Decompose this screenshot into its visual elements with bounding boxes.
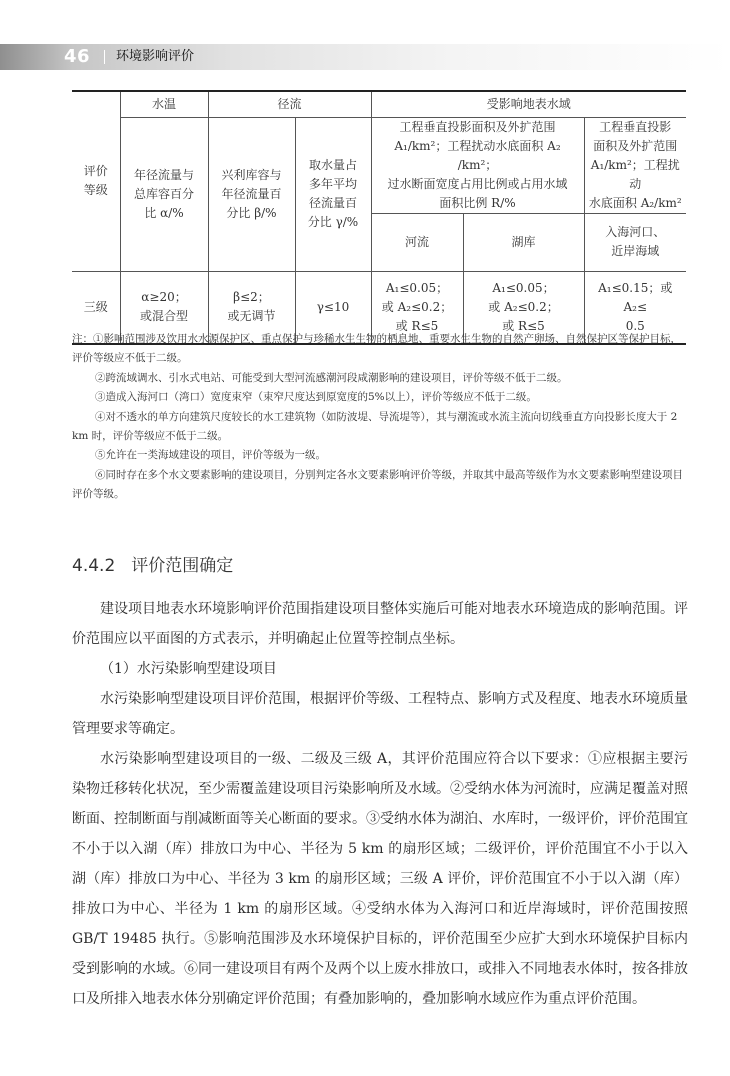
cell-lake: A₁≤0.05； 或 A₂≤0.2； 或 R≤5 <box>463 271 584 344</box>
note-6: ⑥同时存在多个水文要素影响的建设项目，分别判定各水文要素影响评价等级，并取其中最高等级作为水文要素影响型建设项目评价等级。 <box>72 468 683 501</box>
note-3: ③造成入海河口（湾口）宽度束窄（束窄尺度达到原宽度的5%以上），评价等级应不低于二级。 <box>95 391 537 404</box>
subheading: （1）水污染影响型建设项目 <box>100 661 277 677</box>
evaluation-grade-table <box>72 90 686 345</box>
col-group-surface-water: 受影响地表水域 <box>371 91 686 117</box>
section-heading <box>72 551 233 576</box>
col-header-estuary: 入海河口、 近岸海域 <box>584 213 686 271</box>
note-2: ②跨流域调水、引水式电站、可能受到大型河流感潮河段咸潮影响的建设项目，评价等级不低于二级。 <box>95 371 568 384</box>
col-header-grade: 评价 等级 <box>72 91 120 271</box>
col-header-area-estuary: 工程垂直投影 面积及外扩范围 A₁/km²；工程扰动 水底面积 A₂/km² <box>584 117 686 213</box>
col-header-river: 河流 <box>371 213 463 271</box>
cell-grade-3: 三级 <box>72 271 120 344</box>
note-1: 注：①影响范围涉及饮用水水源保护区、重点保护与珍稀水生生物的栖息地、重要水生生物的自然产卵场、自然保护区等保护目标，评价等级应不低于二级。 <box>72 333 681 365</box>
col-header-lake: 湖库 <box>463 213 584 271</box>
paragraph: 建设项目地表水环境影响评价范围指建设项目整体实施后可能对地表水环境造成的影响范围。评价范围应以平面图的方式表示，并明确起止位置等控制点坐标。 <box>72 601 688 647</box>
cell-estuary: A₁≤0.15；或 A₂≤ 0.5 <box>584 271 686 344</box>
table-notes <box>72 330 688 505</box>
col-header-beta: 兴利库容与 年径流量百 分比 β/% <box>208 117 295 271</box>
col-header-area-river-lake: 工程垂直投影面积及外扩范围 A₁/km²；工程扰动水底面积 A₂ /km²； 过水断面宽度占用比例或占用水域 面积比例 R/% <box>371 117 584 213</box>
col-header-alpha: 年径流量与 总库容百分 比 α/% <box>120 117 208 271</box>
page-header-band <box>0 44 730 70</box>
col-group-runoff: 径流 <box>208 91 371 117</box>
paragraph: 水污染影响型建设项目评价范围，根据评价等级、工程特点、影响方式及程度、地表水环境质量管理要求等确定。 <box>72 691 688 737</box>
cell-beta: β≤2； 或无调节 <box>208 271 295 344</box>
page-number: 46 <box>64 46 91 67</box>
running-title: 环境影响评价 <box>116 49 195 64</box>
body-text <box>72 594 688 1014</box>
col-header-gamma: 取水量占 多年平均 径流量百 分比 γ/% <box>295 117 371 271</box>
note-4: ④对不透水的单方向建筑尺度较长的水工建筑物（如防波堤、导流堤等），其与潮流或水流主流向切线垂直方向投影长度大于 2 km 时，评价等级应不低于二级。 <box>72 410 678 443</box>
section-title-text: 评价范围确定 <box>131 556 234 576</box>
cell-gamma: γ≤10 <box>295 271 371 344</box>
section-number: 4.4.2 <box>72 556 116 576</box>
paragraph: 水污染影响型建设项目的一级、二级及三级 A，其评价范围应符合以下要求：①应根据主要污染物迁移转化状况，至少需覆盖建设项目污染影响所及水域。②受纳水体为河流时，应满足覆盖对照断面、控制断面与削减断面等关心断面的要求。③受纳水体为湖泊、水库时，一级评价，评价范围宜不小于以入湖（库）排放口为中心、半径为 5 km 的扇形区域；二级评价，评价范围宜不小于以入湖（库）排放口为中心、半径为 3 km 的扇形区域；三级 A 评价，评价范围宜不小于以入湖（库）排放口为中心、半径为 1 km 的扇形区域。④受纳水体为入海河口和近岸海域时，评价范围按照 GB/T 19485 执行。⑤影响范围涉及水环境保护目标的，评价范围至少应扩大到水环境保护目标内受到影响的水域。⑥同一建设项目有两个及两个以上废水排放口，或排入不同地表水体时，按各排放口及所排入地表水体分别确定评价范围；有叠加影响的，叠加影响水域应作为重点评价范围。 <box>72 751 688 1007</box>
col-group-water-temp: 水温 <box>120 91 208 117</box>
note-5: ⑤允许在一类海域建设的项目，评价等级为一级。 <box>95 449 326 462</box>
cell-alpha: α≥20； 或混合型 <box>120 271 208 344</box>
header-divider <box>104 50 105 64</box>
cell-river: A₁≤0.05； 或 A₂≤0.2； 或 R≤5 <box>371 271 463 344</box>
